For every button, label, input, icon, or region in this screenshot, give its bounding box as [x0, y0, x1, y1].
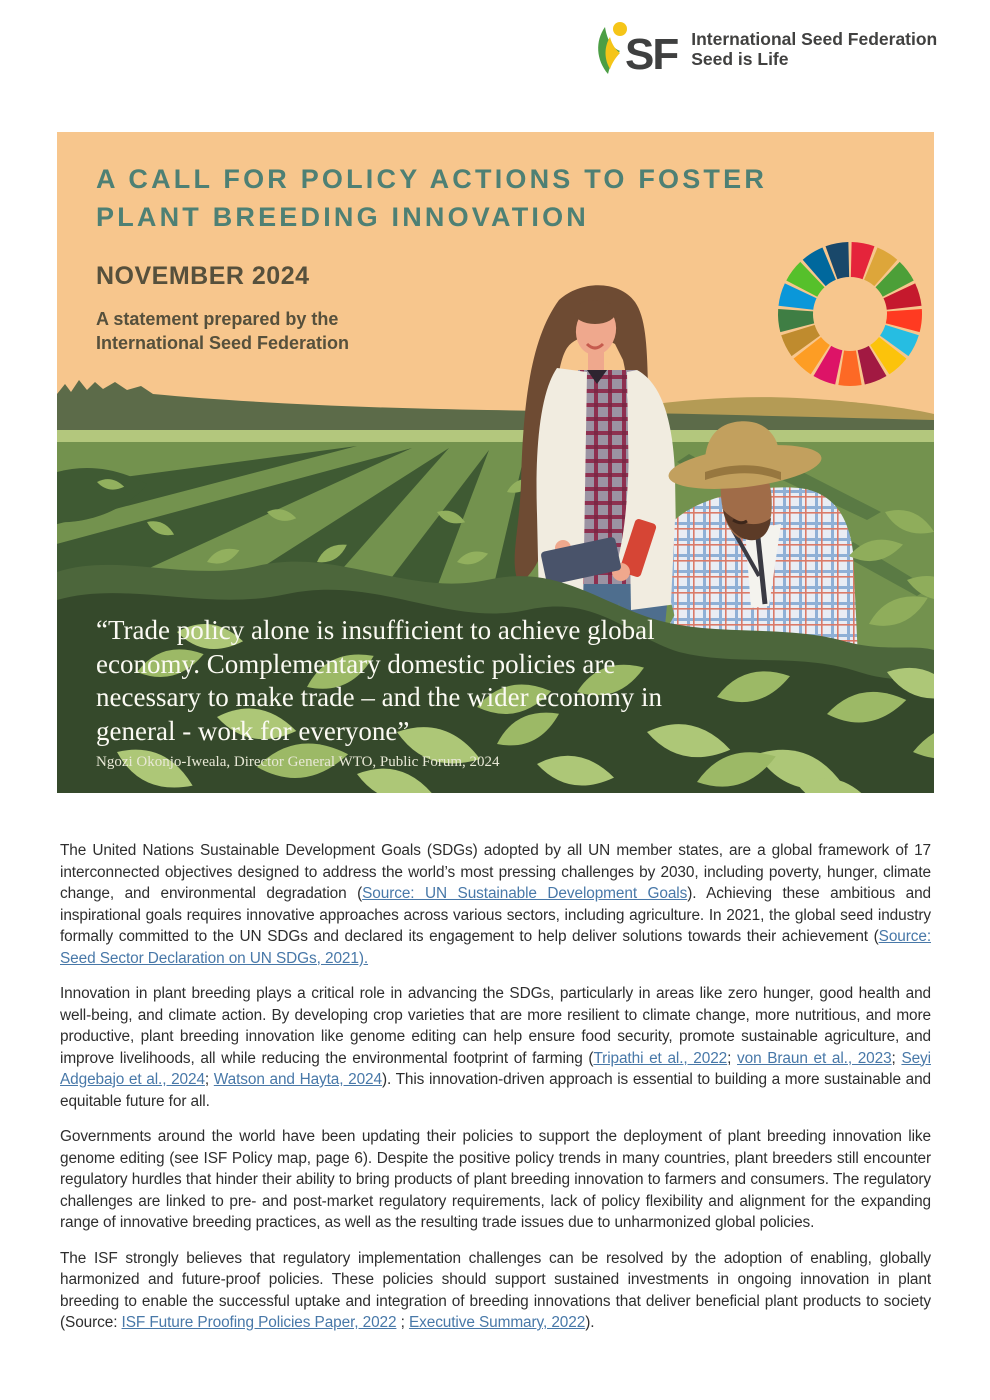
- body-paragraph: [60, 1126, 931, 1234]
- source-link[interactable]: Seyi Adgebajo et al., 2024: [60, 1049, 931, 1088]
- body-text: ;: [396, 1314, 409, 1331]
- hero-title-line1: A CALL FOR POLICY ACTIONS TO FOSTER: [96, 164, 768, 194]
- body-text: The United Nations Sustainable Development Goals (SDGs) adopted by all UN member states, are a global framework of 17 interconnected objectives designed to address the world’s most pressing challenges by 2030, including poverty, hunger, climate change, and environmental degradation (: [60, 842, 931, 902]
- body-text: The ISF strongly believes that regulatory implementation challenges can be resolved by the adoption of enabling, globally harmonized and future-proof policies. These policies should support sustained investments in ongoing innovation in plant breeding to enable the successful uptake and integration of breeding innovations that deliver beneficial plant products to society (Source:: [60, 1249, 931, 1331]
- source-link[interactable]: Tripathi et al., 2022: [593, 1049, 728, 1067]
- sdg-wheel-icon: [775, 239, 925, 389]
- isf-logo: [593, 22, 938, 80]
- sdg-segment: [838, 351, 861, 386]
- quote-attribution: Ngozi Okonjo-Iweala, Director General WTO, Public Forum, 2024: [96, 754, 500, 770]
- source-link[interactable]: Source: Seed Sector Declaration on UN SDGs, 2021).: [60, 928, 931, 967]
- source-link[interactable]: Source: UN Sustainable Development Goals: [362, 885, 688, 902]
- hero-title: [96, 160, 767, 236]
- source-link[interactable]: ISF Future Proofing Policies Paper, 2022: [121, 1314, 397, 1331]
- field-strip: [57, 430, 934, 442]
- body-text: ).: [585, 1314, 595, 1331]
- body-text: ;: [204, 1071, 214, 1088]
- source-link[interactable]: Watson and Hayta, 2024: [213, 1071, 382, 1088]
- body-text: ;: [891, 1049, 902, 1067]
- body-text: Governments around the world have been updating their policies to support the deployment of plant breeding innovation like genome editing (see ISF Policy map, page 6). Despite the positive policy trends in many countries, plant breeders still encounter regulatory hurdles that hinder their ability to bring products of plant breeding innovation to farmers and consumers. The regulatory challenges are linked to pre- and post-market regulatory requirements, lack of policy flexibility and alignment for the expanding range of innovative breeding practices, as well as the resulting trade issues due to unharmonized global policies.: [60, 1128, 931, 1231]
- source-link[interactable]: Executive Summary, 2022: [408, 1314, 586, 1331]
- body-text: ). Achieving these ambitious and inspirational goals requires innovative approaches across various sectors, including agriculture. In 2021, the global seed industry formally committed to the UN SDGs and declared its engagement to help deliver solutions towards their achievement (: [60, 885, 932, 945]
- body-text: ;: [727, 1049, 738, 1067]
- hero-title-line2: PLANT BREEDING INNOVATION: [96, 202, 590, 232]
- hero-date: NOVEMBER 2024: [96, 262, 310, 290]
- body-paragraph: [60, 1248, 931, 1334]
- hero-statement: A statement prepared by the International Seed Federation: [96, 309, 350, 353]
- logo-sf-letters: SF: [625, 30, 678, 80]
- isf-logo-mark: [593, 22, 678, 80]
- document-body: [60, 840, 931, 1348]
- logo-tagline: Seed is Life: [691, 49, 789, 69]
- body-text: Innovation in plant breeding plays a critical role in advancing the SDGs, particularly in areas like zero hunger, good health and well-being, and climate action. By developing crop varieties that are more resilient to climate change, more nutritious, and more productive, plant breeding innovation like genome editing can help ensure food security, promote sustainable agriculture, and improve livelihoods, all while reducing the environmental footprint of farming (: [60, 985, 931, 1067]
- body-paragraph: [60, 983, 931, 1112]
- seed-leaf-icon: [593, 22, 629, 76]
- hero-banner: [57, 132, 934, 793]
- body-text: ). This innovation-driven approach is essential to building a more sustainable and equitable future for all.: [60, 1071, 931, 1110]
- logo-org-name: International Seed Federation: [691, 29, 938, 49]
- body-paragraph: [60, 840, 931, 969]
- hero-quote: “Trade policy alone is insufficient to achieve global economy. Complementary domestic policies are necessary to make trade – and the wider economy in general - work for everyone”: [96, 615, 663, 746]
- source-link[interactable]: von Braun et al., 2023: [737, 1049, 892, 1067]
